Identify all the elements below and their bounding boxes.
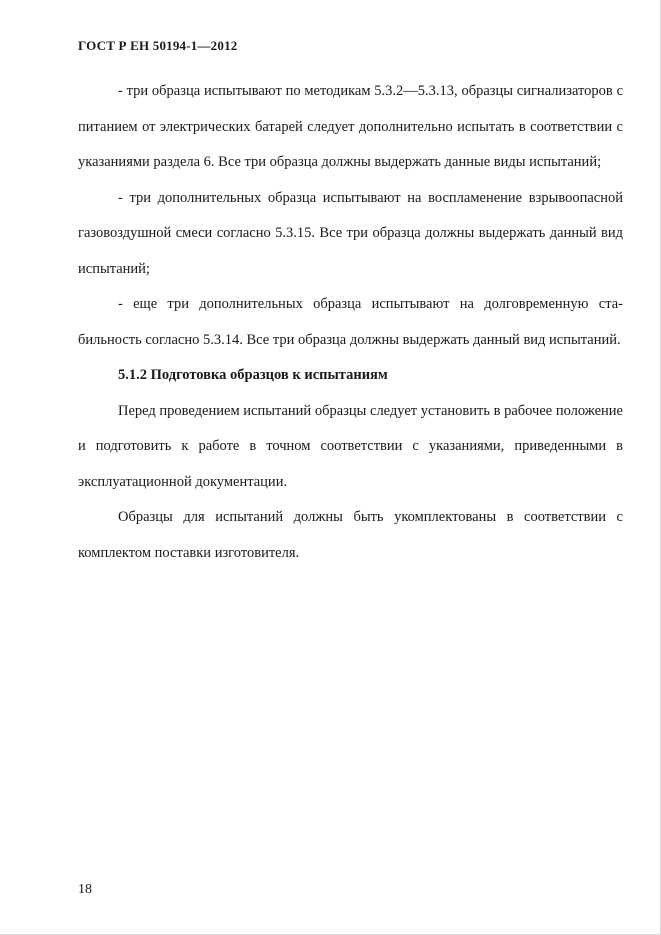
paragraph-completeness: Образцы для испытаний должны быть укомплектованы в соответствии с комплектом поставки изготовителя. [78,509,623,561]
paragraph-stability-test: - еще три дополнительных образца испытывают на долговременную стабильность согласно 5.3.14. Все три образца должны выдержать данный вид испытаний. [78,296,623,348]
document-header: ГОСТ Р ЕН 50194-1—2012 [78,38,238,53]
paragraph-preparation: Перед проведением испытаний образцы следует установить в рабочее положение и подготовить к работе в точном соответствии с указаниями, приведенными в эксплуатационной документации. [78,402,623,490]
paragraph-test-methods: - три образца испытывают по методикам 5.3.2—5.3.13, образцы сигнализаторов с питанием от электрических батарей следует дополнительно испытать в соответствии с указаниями раздела 6. Все три образца должны выдержать данные виды испытаний; [78,83,623,170]
paragraph-ignition-test: - три дополнительных образца испытывают на воспламенение взрывоопасной газовоздушной смеси согласно 5.3.15. Все три образца должны выдержать данный вид испытаний; [78,189,623,277]
document-body [78,74,623,571]
page-number: 18 [78,882,92,897]
section-heading: 5.1.2 Подготовка образцов к испытаниям [118,367,388,383]
